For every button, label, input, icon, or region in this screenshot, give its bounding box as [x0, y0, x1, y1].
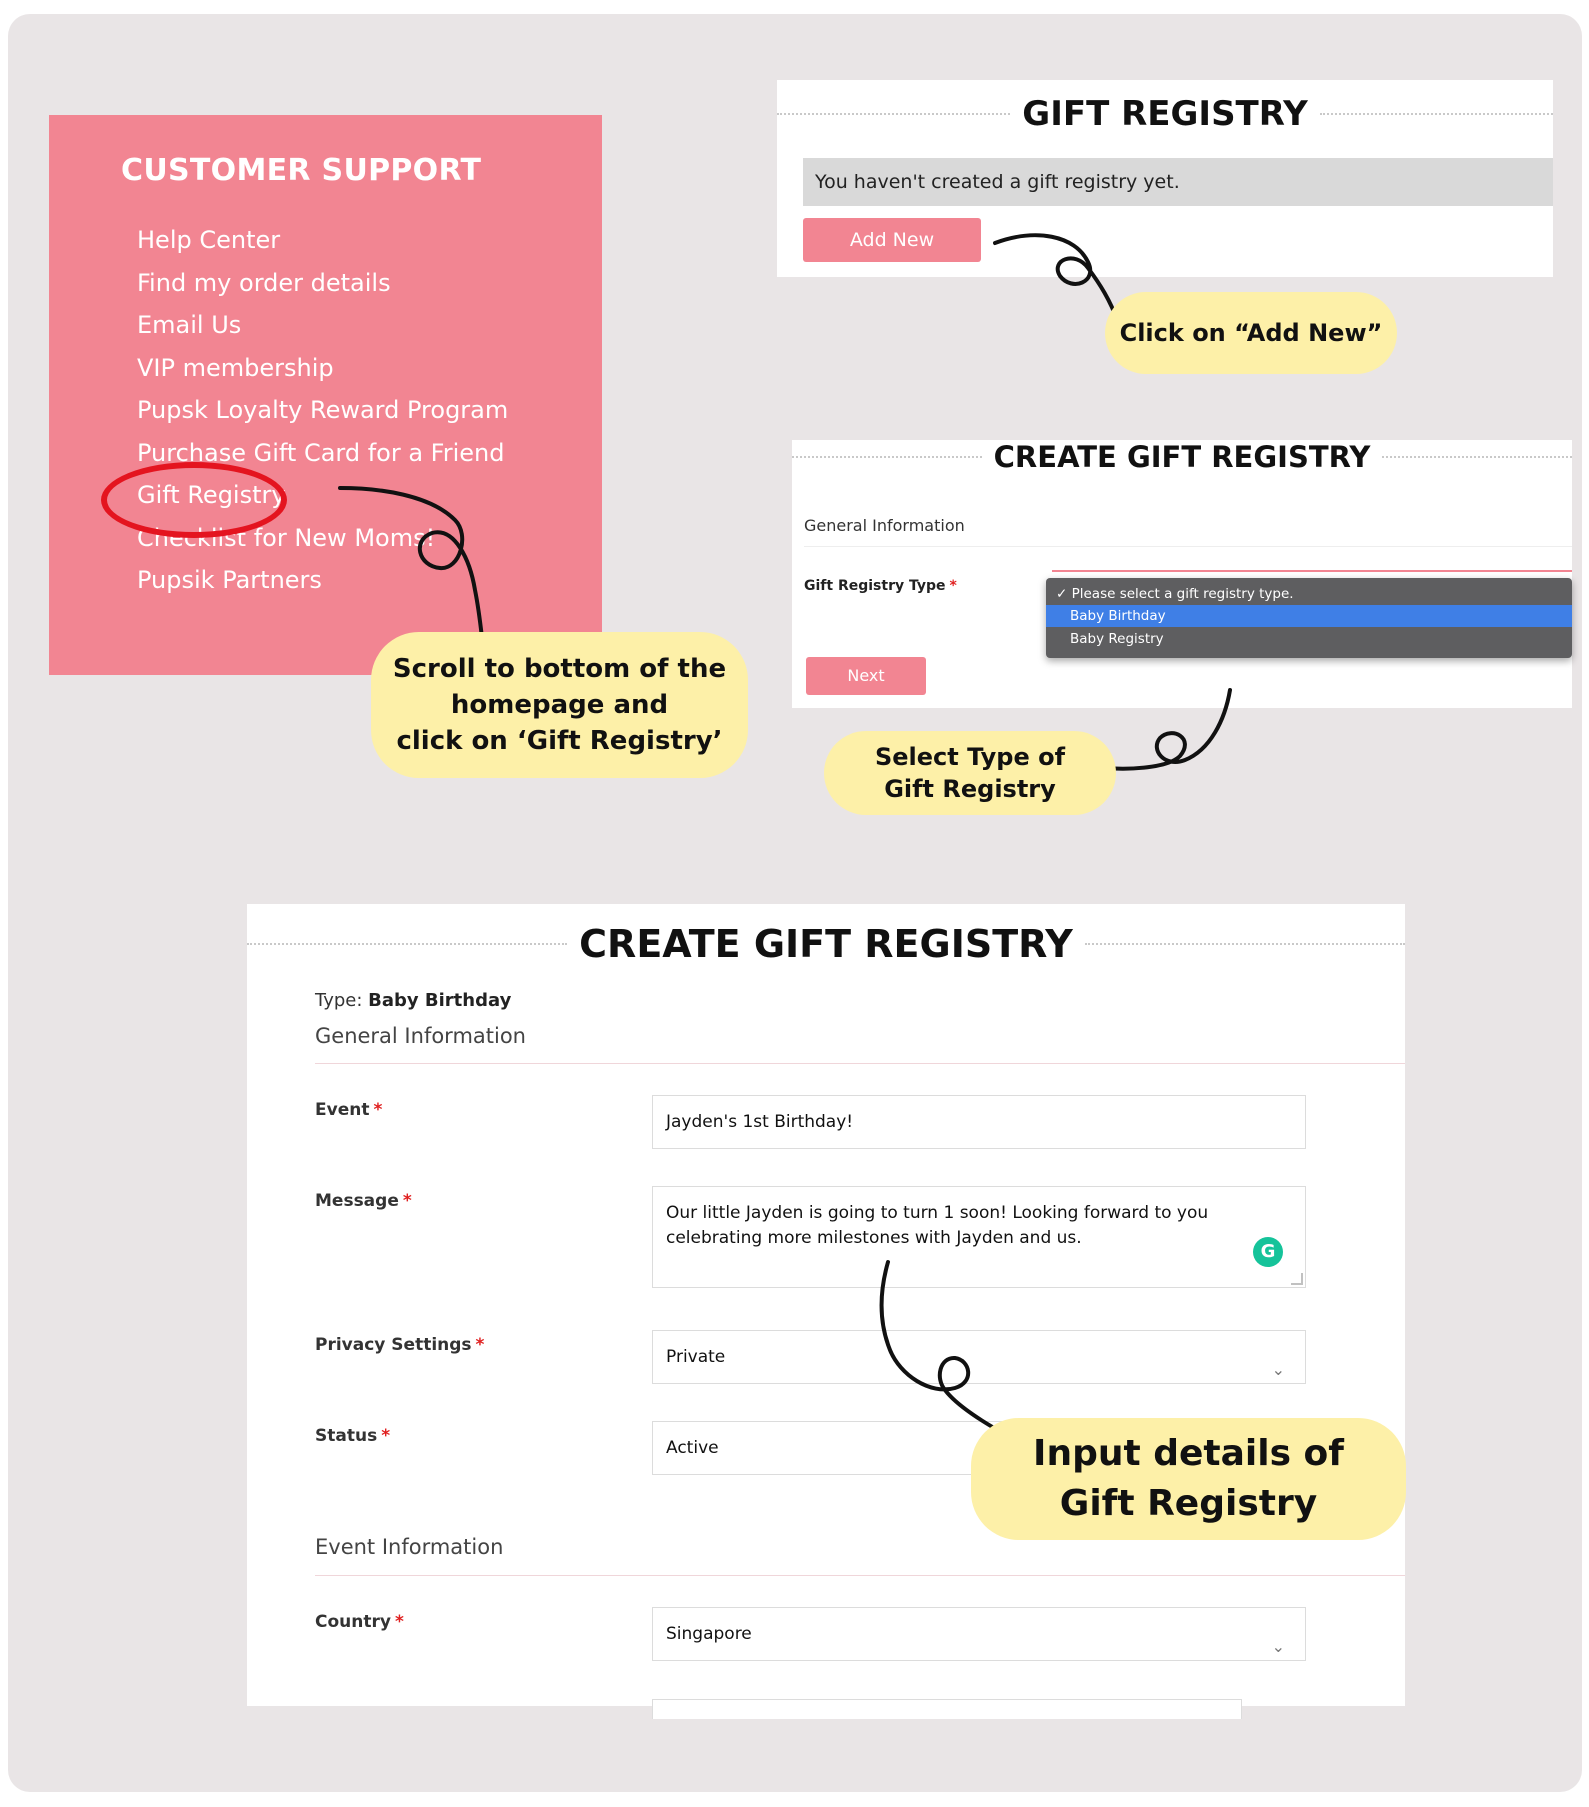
callout-select-line2: Gift Registry: [884, 775, 1056, 803]
link-loyalty-program[interactable]: Pupsk Loyalty Reward Program: [137, 396, 509, 424]
status-value: Active: [666, 1438, 719, 1458]
link-partners[interactable]: Pupsik Partners: [137, 566, 322, 594]
chevron-down-icon: ⌄: [1271, 1360, 1285, 1379]
create-registry-header: [792, 440, 1572, 474]
gift-registry-header: [777, 94, 1553, 134]
gift-registry-title: GIFT REGISTRY: [1022, 94, 1308, 134]
callout-scroll: [371, 632, 748, 778]
country-value: Singapore: [666, 1624, 752, 1644]
event-label: [315, 1100, 382, 1120]
message-textarea[interactable]: [652, 1186, 1306, 1288]
link-email-us[interactable]: Email Us: [137, 311, 242, 339]
create-registry-form-card: [247, 904, 1405, 1706]
resize-handle-icon[interactable]: [1291, 1273, 1303, 1285]
general-information-heading: General Information: [315, 1024, 526, 1048]
required-mark: *: [381, 1426, 391, 1446]
callout-scroll-line3: click on ‘Gift Registry’: [396, 726, 723, 756]
privacy-label-text: Privacy Settings: [315, 1335, 472, 1355]
empty-registry-notice: You haven't created a gift registry yet.: [803, 158, 1553, 206]
message-label: [315, 1191, 412, 1211]
divider: [315, 1575, 1405, 1576]
callout-input-line1: Input details of: [1033, 1433, 1344, 1474]
add-new-button[interactable]: Add New: [803, 218, 981, 262]
privacy-select[interactable]: [652, 1330, 1306, 1384]
country-label: [315, 1612, 404, 1632]
registry-type-select-edge: [1052, 570, 1572, 572]
create-registry-type-card: [792, 440, 1572, 708]
country-label-text: Country: [315, 1612, 391, 1632]
general-information-heading: General Information: [804, 516, 965, 535]
divider: [247, 943, 567, 945]
dropdown-option-placeholder[interactable]: ✓ Please select a gift registry type.: [1056, 586, 1294, 602]
privacy-label: [315, 1335, 484, 1355]
status-label-text: Status: [315, 1426, 378, 1446]
callout-input-details: [971, 1418, 1406, 1540]
gift-registry-card: [777, 80, 1553, 277]
link-vip-membership[interactable]: VIP membership: [137, 353, 334, 382]
event-field[interactable]: Jayden's 1st Birthday!: [652, 1095, 1306, 1149]
registry-type-display: [315, 990, 511, 1011]
event-information-heading: Event Information: [315, 1535, 504, 1559]
divider: [1382, 456, 1572, 458]
link-gift-registry[interactable]: Gift Registry: [137, 481, 286, 509]
privacy-value: Private: [666, 1347, 726, 1367]
link-gift-card[interactable]: Purchase Gift Card for a Friend: [137, 438, 505, 467]
required-mark: *: [402, 1191, 412, 1211]
divider: [1320, 113, 1553, 115]
status-label: [315, 1426, 390, 1446]
required-mark: *: [475, 1335, 485, 1355]
customer-support-panel: [49, 115, 602, 675]
callout-select-line1: Select Type of: [874, 743, 1066, 771]
dropdown-option-baby-registry[interactable]: Baby Registry: [1070, 631, 1164, 647]
divider: [804, 546, 1572, 547]
link-find-order[interactable]: Find my order details: [137, 268, 391, 297]
required-mark: *: [373, 1100, 383, 1120]
link-help-center[interactable]: Help Center: [137, 226, 281, 254]
dropdown-option-baby-birthday[interactable]: Baby Birthday: [1046, 605, 1572, 627]
event-label-text: Event: [315, 1100, 370, 1120]
callout-scroll-line1: Scroll to bottom of the: [392, 654, 727, 684]
divider: [315, 1063, 1405, 1064]
grammarly-icon[interactable]: G: [1253, 1237, 1283, 1267]
customer-support-title: CUSTOMER SUPPORT: [121, 153, 482, 188]
callout-input-line2: Gift Registry: [1059, 1483, 1318, 1524]
type-value: Baby Birthday: [368, 990, 512, 1011]
highlight-circle: [101, 462, 287, 538]
customer-support-links: [137, 223, 508, 606]
required-mark: *: [949, 578, 957, 594]
callout-add-new-text: Click on “Add New”: [1119, 319, 1383, 347]
create-registry-title: CREATE GIFT REGISTRY: [993, 440, 1371, 474]
required-mark: *: [394, 1612, 404, 1632]
registry-type-label-text: Gift Registry Type: [804, 578, 946, 594]
callout-scroll-line2: homepage and: [450, 690, 669, 720]
form-header: [247, 922, 1405, 966]
next-button[interactable]: Next: [806, 657, 926, 695]
chevron-down-icon: ⌄: [1271, 1637, 1285, 1656]
type-prefix: Type:: [315, 990, 363, 1011]
message-text: Our little Jayden is going to turn 1 soon! Looking forward to you celebrating more milestones with Jayden and us.: [666, 1203, 1209, 1248]
form-title: CREATE GIFT REGISTRY: [579, 922, 1073, 966]
registry-type-label: [804, 578, 957, 594]
divider: [792, 456, 982, 458]
message-label-text: Message: [315, 1191, 399, 1211]
divider: [1085, 943, 1405, 945]
registry-type-dropdown[interactable]: [1046, 578, 1572, 658]
divider: [777, 113, 1010, 115]
country-select[interactable]: [652, 1607, 1306, 1661]
callout-add-new: [1105, 292, 1397, 374]
link-checklist[interactable]: Checklist for New Moms!: [137, 523, 436, 552]
callout-select-type: [824, 731, 1116, 815]
next-field-partial[interactable]: [652, 1699, 1242, 1719]
